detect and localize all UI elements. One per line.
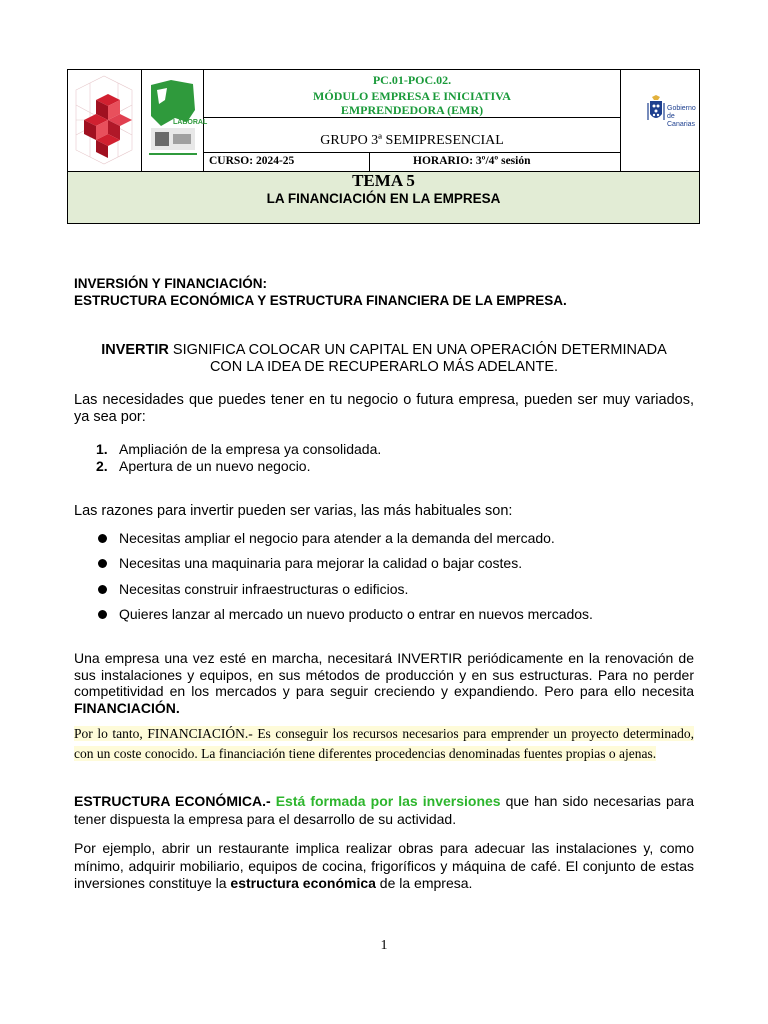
definition-line1-text: SIGNIFICA COLOCAR UN CAPITAL EN UNA OPERACIÓN DETERMINADA xyxy=(168,342,667,358)
bullet-icon xyxy=(98,610,107,619)
school-logo xyxy=(68,70,141,171)
list-item-text: Necesitas una maquinaria para mejorar la calidad o bajar costes. xyxy=(119,555,523,572)
laboral-logo-icon xyxy=(141,70,208,171)
example-text: Por ejemplo, abrir un restaurante implica realizar obras para adecuar las instalaciones y, como mínimo, adquirir mobiliario, equipos de cocina, frigoríficos y máquina de café. El conjunto de estas inversiones constituye la xyxy=(74,840,694,891)
investment-bold: FINANCIACIÓN. xyxy=(74,699,180,716)
economic-structure-text: que han sido necesarias para tener dispuesta la empresa para el desarrollo de su actividad. xyxy=(74,793,695,827)
group-label: GRUPO 3ª SEMIPRESENCIAL xyxy=(320,133,504,148)
government-name xyxy=(667,105,701,129)
list-item-text: Ampliación de la empresa ya consolidada. xyxy=(119,441,382,457)
definition-invertir xyxy=(74,342,694,376)
example-paragraph xyxy=(74,840,694,893)
list-item-text: Apertura de un nuevo negocio. xyxy=(119,458,311,474)
definition-line2: CON LA IDEA DE RECUPERARLO MÁS ADELANTE. xyxy=(209,359,559,375)
list-item xyxy=(74,441,381,458)
list-number: 1. xyxy=(96,441,108,457)
financing-lead: Por lo tanto, FINANCIACIÓN.- xyxy=(74,726,258,741)
list-item xyxy=(74,555,593,580)
page-number: 1 xyxy=(380,938,388,953)
government-logo xyxy=(621,70,701,171)
doc-code: PC.01-POC.02. xyxy=(372,73,452,87)
investment-paragraph xyxy=(74,650,694,716)
investment-text: Una empresa una vez esté en marcha, necesitará INVERTIR periódicamente en la renovación de sus instalaciones y equipos, en sus métodos de producción y en sus estructuras. Para no perder competitividad en los mercados y para seguir creciendo y expandiendo. Pero para ello necesita xyxy=(74,650,694,699)
reasons-list xyxy=(74,530,593,631)
course-label: CURSO: 2024-25 xyxy=(209,155,295,167)
needs-intro: Las necesidades que puedes tener en tu negocio o futura empresa, pueden ser muy variados, ya sea por: xyxy=(74,392,694,425)
laboral-text: LABORAL xyxy=(173,119,208,126)
header-table xyxy=(67,69,700,224)
government-line1: Gobierno xyxy=(667,105,696,112)
schedule-label: HORARIO: 3º/4º sesión xyxy=(413,155,531,167)
bullet-icon xyxy=(98,559,107,568)
list-item-text: Necesitas ampliar el negocio para atender a la demanda del mercado. xyxy=(119,530,555,546)
definition-line1 xyxy=(74,342,694,359)
topic-banner xyxy=(68,172,699,223)
list-item-text: Necesitas construir infraestructuras o edificios. xyxy=(119,580,409,597)
economic-structure-term: ESTRUCTURA ECONÓMICA.- xyxy=(74,793,271,809)
economic-structure-highlight: Está formada por las inversiones xyxy=(275,793,501,809)
list-item xyxy=(74,458,381,475)
topic-title: TEMA 5 xyxy=(352,171,415,190)
bullet-icon xyxy=(98,585,107,594)
module-name-line2: EMPRENDEDORA (EMR) xyxy=(340,103,484,117)
example-end: de la empresa. xyxy=(375,875,473,891)
definition-term: INVERTIR xyxy=(101,342,169,358)
financing-paragraph xyxy=(74,724,694,763)
section-heading-line2: ESTRUCTURA ECONÓMICA Y ESTRUCTURA FINANCIERA DE LA EMPRESA. xyxy=(74,292,567,308)
module-title xyxy=(204,70,620,118)
list-number: 2. xyxy=(96,458,108,474)
cube-logo-icon xyxy=(68,70,141,171)
list-item xyxy=(74,530,593,555)
section-heading xyxy=(74,276,694,309)
needs-list xyxy=(74,441,381,475)
list-item xyxy=(74,606,593,631)
laboral-logo xyxy=(141,70,208,171)
module-name-line1: MÓDULO EMPRESA E INICIATIVA xyxy=(313,89,511,103)
section-heading-line1: INVERSIÓN Y FINANCIACIÓN: xyxy=(74,276,268,291)
example-bold: estructura económica xyxy=(230,875,376,891)
government-line2: de Canarias xyxy=(667,113,696,128)
list-item-text: Quieres lanzar al mercado un nuevo producto o entrar en nuevos mercados. xyxy=(119,605,593,622)
financing-text: Es conseguir los recursos necesarios para emprender un proyecto determinado, con un coste conocido. La financiación tiene diferentes procedencias denominadas fuentes propias o ajenas. xyxy=(74,726,694,761)
economic-structure-paragraph xyxy=(74,792,694,828)
reasons-intro: Las razones para invertir pueden ser varias, las más habituales son: xyxy=(74,503,513,519)
topic-subtitle: LA FINANCIACIÓN EN LA EMPRESA xyxy=(266,191,501,206)
list-item xyxy=(74,581,593,606)
bullet-icon xyxy=(98,534,107,543)
